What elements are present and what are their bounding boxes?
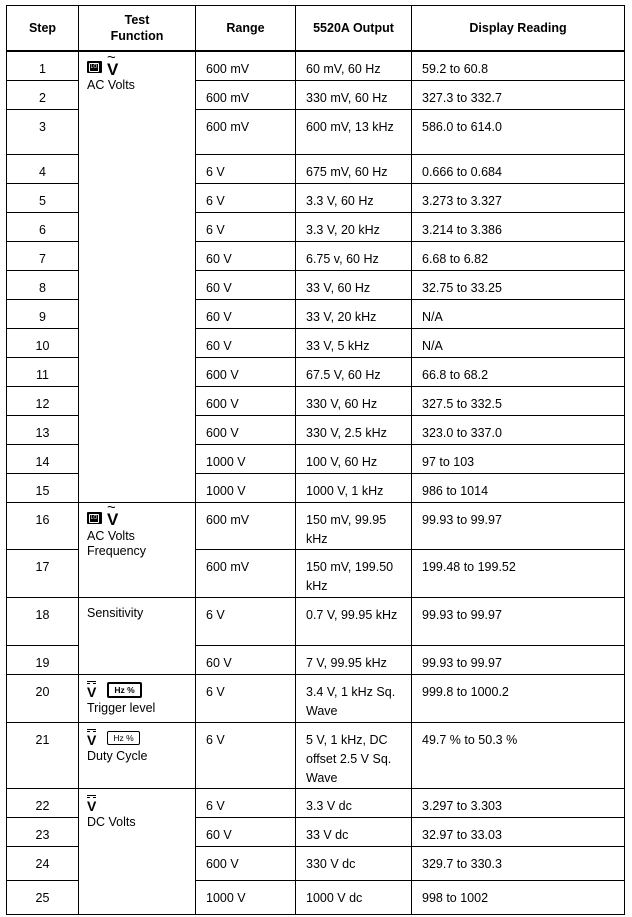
test-function-label: Sensitivity bbox=[87, 605, 144, 620]
step-cell: 16 bbox=[7, 502, 79, 549]
test-function-label: Trigger level bbox=[87, 700, 156, 715]
output-cell: 60 mV, 60 Hz bbox=[296, 51, 412, 80]
table-row bbox=[7, 722, 625, 788]
display-reading-cell: 99.93 to 99.97 bbox=[412, 597, 625, 645]
table-body bbox=[7, 51, 625, 914]
range-cell: 60 V bbox=[196, 270, 296, 299]
display-reading-cell: 998 to 1002 bbox=[412, 880, 625, 914]
header-step: Step bbox=[7, 6, 79, 52]
display-reading-cell: 97 to 103 bbox=[412, 444, 625, 473]
header-row bbox=[7, 6, 625, 52]
range-cell: 600 mV bbox=[196, 51, 296, 80]
step-cell: 1 bbox=[7, 51, 79, 80]
display-reading-cell: 6.68 to 6.82 bbox=[412, 241, 625, 270]
range-cell: 1000 V bbox=[196, 444, 296, 473]
output-cell: 7 V, 99.95 kHz bbox=[296, 645, 412, 674]
output-cell: 5 V, 1 kHz, DC offset 2.5 V Sq. Wave bbox=[296, 722, 412, 788]
display-reading-cell: 329.7 to 330.3 bbox=[412, 846, 625, 880]
display-reading-cell: 49.7 % to 50.3 % bbox=[412, 722, 625, 788]
test-function-cell bbox=[79, 597, 196, 674]
step-cell: 19 bbox=[7, 645, 79, 674]
test-function-cell bbox=[79, 788, 196, 914]
function-icons bbox=[87, 507, 189, 529]
display-reading-cell: 32.75 to 33.25 bbox=[412, 270, 625, 299]
display-reading-cell: 327.3 to 332.7 bbox=[412, 80, 625, 109]
range-cell: 600 V bbox=[196, 415, 296, 444]
display-reading-cell: 199.48 to 199.52 bbox=[412, 549, 625, 597]
step-cell: 3 bbox=[7, 109, 79, 154]
display-reading-cell: 986 to 1014 bbox=[412, 473, 625, 502]
display-reading-cell: 99.93 to 99.97 bbox=[412, 502, 625, 549]
range-cell: 6 V bbox=[196, 183, 296, 212]
range-cell: 600 V bbox=[196, 386, 296, 415]
step-cell: 21 bbox=[7, 722, 79, 788]
step-cell: 17 bbox=[7, 549, 79, 597]
display-reading-cell: 586.0 to 614.0 bbox=[412, 109, 625, 154]
header-range: Range bbox=[196, 6, 296, 52]
output-cell: 600 mV, 13 kHz bbox=[296, 109, 412, 154]
range-cell: 60 V bbox=[196, 299, 296, 328]
range-cell: 6 V bbox=[196, 788, 296, 817]
output-cell: 3.3 V dc bbox=[296, 788, 412, 817]
step-cell: 24 bbox=[7, 846, 79, 880]
test-function-cell bbox=[79, 722, 196, 788]
step-cell: 8 bbox=[7, 270, 79, 299]
range-cell: 6 V bbox=[196, 674, 296, 722]
output-cell: 1000 V dc bbox=[296, 880, 412, 914]
output-cell: 330 V, 60 Hz bbox=[296, 386, 412, 415]
test-function-cell bbox=[79, 502, 196, 597]
header-test-function-label: Test Function bbox=[110, 13, 164, 43]
output-cell: 1000 V, 1 kHz bbox=[296, 473, 412, 502]
test-function-label: AC Volts bbox=[87, 78, 135, 92]
output-cell: 33 V, 20 kHz bbox=[296, 299, 412, 328]
step-cell: 20 bbox=[7, 674, 79, 722]
output-cell: 3.4 V, 1 kHz Sq. Wave bbox=[296, 674, 412, 722]
range-cell: 6 V bbox=[196, 597, 296, 645]
output-cell: 6.75 v, 60 Hz bbox=[296, 241, 412, 270]
display-reading-cell: 99.93 to 99.97 bbox=[412, 645, 625, 674]
table-row bbox=[7, 674, 625, 722]
step-cell: 13 bbox=[7, 415, 79, 444]
step-cell: 4 bbox=[7, 154, 79, 183]
function-icons bbox=[87, 727, 189, 749]
range-cell: 6 V bbox=[196, 722, 296, 788]
header-display-reading: Display Reading bbox=[412, 6, 625, 52]
hz-percent-button-icon: Hz % bbox=[107, 682, 141, 698]
range-cell: 60 V bbox=[196, 817, 296, 846]
output-cell: 330 mV, 60 Hz bbox=[296, 80, 412, 109]
step-cell: 11 bbox=[7, 357, 79, 386]
range-cell: 60 V bbox=[196, 328, 296, 357]
display-reading-cell: 327.5 to 332.5 bbox=[412, 386, 625, 415]
output-cell: 33 V, 60 Hz bbox=[296, 270, 412, 299]
range-cell: 600 V bbox=[196, 846, 296, 880]
table-row bbox=[7, 788, 625, 817]
step-cell: 15 bbox=[7, 473, 79, 502]
step-cell: 22 bbox=[7, 788, 79, 817]
display-reading-cell: 3.273 to 3.327 bbox=[412, 183, 625, 212]
output-cell: 33 V, 5 kHz bbox=[296, 328, 412, 357]
display-reading-cell: 999.8 to 1000.2 bbox=[412, 674, 625, 722]
step-cell: 25 bbox=[7, 880, 79, 914]
test-function-label: DC Volts bbox=[87, 814, 136, 829]
header-test-function bbox=[79, 6, 196, 52]
ac-volts-icon: ~ V bbox=[107, 58, 118, 77]
output-cell: 3.3 V, 20 kHz bbox=[296, 212, 412, 241]
range-cell: 6 V bbox=[196, 154, 296, 183]
output-cell: 0.7 V, 99.95 kHz bbox=[296, 597, 412, 645]
table-row bbox=[7, 51, 625, 80]
test-function-label: AC Volts Frequency bbox=[87, 528, 147, 558]
dc-volts-icon: V bbox=[87, 681, 96, 699]
range-cell: 60 V bbox=[196, 645, 296, 674]
step-cell: 23 bbox=[7, 817, 79, 846]
test-function-label: Duty Cycle bbox=[87, 748, 148, 763]
step-cell: 18 bbox=[7, 597, 79, 645]
range-cell: 600 V bbox=[196, 357, 296, 386]
step-cell: 7 bbox=[7, 241, 79, 270]
output-cell: 150 mV, 99.95 kHz bbox=[296, 502, 412, 549]
step-cell: 12 bbox=[7, 386, 79, 415]
step-cell: 9 bbox=[7, 299, 79, 328]
output-cell: 330 V dc bbox=[296, 846, 412, 880]
display-reading-cell: 32.97 to 33.03 bbox=[412, 817, 625, 846]
range-cell: 60 V bbox=[196, 241, 296, 270]
display-reading-cell: 0.666 to 0.684 bbox=[412, 154, 625, 183]
output-cell: 150 mV, 199.50 kHz bbox=[296, 549, 412, 597]
ac-volts-icon: ~ V bbox=[107, 508, 118, 527]
display-reading-cell: 323.0 to 337.0 bbox=[412, 415, 625, 444]
output-cell: 675 mV, 60 Hz bbox=[296, 154, 412, 183]
step-cell: 5 bbox=[7, 183, 79, 212]
range-cell: 600 mV bbox=[196, 502, 296, 549]
table-row bbox=[7, 502, 625, 549]
output-cell: 3.3 V, 60 Hz bbox=[296, 183, 412, 212]
lo-button-icon: LO bbox=[87, 512, 102, 524]
lo-button-icon: LO bbox=[87, 61, 102, 73]
display-reading-cell: 66.8 to 68.2 bbox=[412, 357, 625, 386]
display-reading-cell: 3.214 to 3.386 bbox=[412, 212, 625, 241]
range-cell: 1000 V bbox=[196, 473, 296, 502]
function-icons bbox=[87, 56, 189, 78]
range-cell: 600 mV bbox=[196, 80, 296, 109]
step-cell: 10 bbox=[7, 328, 79, 357]
test-function-cell bbox=[79, 674, 196, 722]
display-reading-cell: N/A bbox=[412, 299, 625, 328]
range-cell: 1000 V bbox=[196, 880, 296, 914]
range-cell: 6 V bbox=[196, 212, 296, 241]
output-cell: 100 V, 60 Hz bbox=[296, 444, 412, 473]
range-cell: 600 mV bbox=[196, 549, 296, 597]
function-icons bbox=[87, 793, 189, 815]
step-cell: 6 bbox=[7, 212, 79, 241]
output-cell: 330 V, 2.5 kHz bbox=[296, 415, 412, 444]
output-cell: 67.5 V, 60 Hz bbox=[296, 357, 412, 386]
test-function-cell bbox=[79, 51, 196, 502]
hz-percent-button-icon: Hz % bbox=[107, 731, 139, 745]
step-cell: 2 bbox=[7, 80, 79, 109]
display-reading-cell: 3.297 to 3.303 bbox=[412, 788, 625, 817]
header-output: 5520A Output bbox=[296, 6, 412, 52]
dc-volts-icon: V bbox=[87, 795, 96, 813]
table-row bbox=[7, 597, 625, 645]
verification-table bbox=[6, 5, 625, 915]
range-cell: 600 mV bbox=[196, 109, 296, 154]
dc-volts-icon: V bbox=[87, 729, 96, 747]
output-cell: 33 V dc bbox=[296, 817, 412, 846]
function-icons bbox=[87, 679, 189, 701]
display-reading-cell: 59.2 to 60.8 bbox=[412, 51, 625, 80]
display-reading-cell: N/A bbox=[412, 328, 625, 357]
step-cell: 14 bbox=[7, 444, 79, 473]
